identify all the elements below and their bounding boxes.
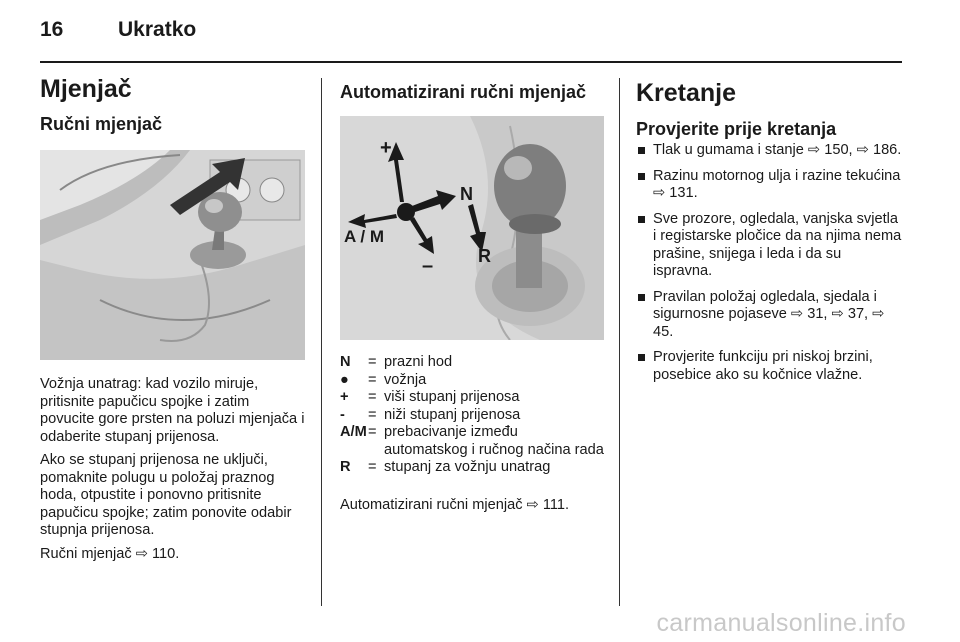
list-item-text: Sve prozore, ogledala, vanjska svjetla i registarske pločice da na njima nema prašine, snijega i leda i da su ispravna.	[653, 210, 902, 279]
watermark: carmanualsonline.info	[656, 609, 906, 637]
list-item-text: Razinu motornog ulja i razine tekućina ⇨ 131.	[653, 167, 901, 201]
legend-key: -	[340, 406, 345, 423]
header-rule	[40, 61, 902, 63]
diagram-label-r: R	[478, 246, 491, 266]
list-item	[636, 211, 904, 281]
legend-value: vožnja	[384, 371, 427, 388]
bullet-icon	[638, 354, 645, 361]
list-item-text: Tlak u gumama i stanje ⇨ 150, ⇨ 186.	[653, 142, 902, 158]
column-divider-2	[619, 78, 620, 606]
bullet-icon	[638, 294, 645, 301]
list-item	[636, 168, 904, 203]
subheading-automated-gearbox: Automatizirani ručni mjenjač	[340, 82, 587, 102]
list-item-text: Pravilan položaj ogledala, sjedala i sigurnosne pojaseve ⇨ 31, ⇨ 37, ⇨ 45.	[653, 288, 885, 340]
legend-key: +	[340, 389, 349, 405]
legend-key: R	[340, 459, 351, 475]
diagram-label-plus: +	[380, 137, 392, 159]
list-item-text: Provjerite funkciju pri niskoj brzini, posebice ako su kočnice vlažne.	[653, 349, 873, 383]
legend-row	[340, 389, 604, 407]
checklist	[636, 142, 904, 384]
running-title: Ukratko	[118, 18, 197, 41]
legend-equals: =	[368, 424, 377, 440]
legend-row	[340, 354, 604, 372]
manual-gearbox-reference[interactable]: Ručni mjenjač ⇨ 110.	[40, 545, 180, 562]
legend-equals: =	[368, 389, 377, 405]
legend-row	[340, 459, 604, 477]
bullet-icon	[638, 173, 645, 180]
column-divider-1	[321, 78, 322, 606]
reverse-gear-paragraph: Vožnja unatrag: kad vozilo miruje, pritisnite papučicu spojke i zatim povucite gore prsten na poluzi mjenjača i odaberite stupanj prijenosa.	[40, 376, 305, 445]
manual-gearbox-illustration	[40, 150, 305, 360]
legend-row	[340, 424, 604, 459]
right-column	[636, 72, 904, 392]
legend-row	[340, 407, 604, 425]
legend-value: stupanj za vožnju unatrag	[384, 459, 551, 475]
bullet-icon	[638, 216, 645, 223]
legend-equals: =	[368, 354, 377, 370]
legend-equals: =	[368, 459, 377, 475]
subheading-manual-gearbox: Ručni mjenjač	[40, 114, 163, 134]
gear-not-engaging-paragraph: Ako se stupanj prijenosa ne uključi, pomaknite polugu u položaj praznog hoda, otpustite i ponovno pritisnite papučicu spojke; zatim ponovite odabir stupnja prijenosa.	[40, 452, 292, 538]
page-number: 16	[40, 18, 64, 41]
gear-legend	[340, 354, 604, 477]
legend-value: viši stupanj prijenosa	[384, 389, 520, 405]
legend-equals: =	[368, 371, 377, 388]
legend-value: prebacivanje između automatskog i ručnog načina rada	[384, 424, 604, 458]
left-column	[40, 72, 305, 563]
middle-column	[340, 72, 604, 514]
legend-equals: =	[368, 406, 377, 423]
legend-value: niži stupanj prijenosa	[384, 406, 521, 423]
list-item	[636, 349, 904, 384]
bullet-icon	[638, 147, 645, 154]
legend-key: N	[340, 354, 351, 370]
section-heading-starting-off: Kretanje	[636, 79, 737, 107]
section-heading-gearbox: Mjenjač	[40, 75, 132, 103]
diagram-label-minus: –	[422, 255, 434, 277]
legend-row	[340, 372, 604, 390]
diagram-label-n: N	[460, 184, 473, 204]
list-item	[636, 289, 904, 342]
legend-key: ●	[340, 371, 349, 388]
diagram-label-am: A / M	[344, 227, 384, 246]
automated-gearbox-reference[interactable]: Automatizirani ručni mjenjač ⇨ 111.	[340, 496, 570, 513]
list-item	[636, 142, 904, 160]
automated-gearbox-illustration	[340, 116, 604, 340]
legend-value: prazni hod	[384, 354, 453, 370]
subheading-checks-before-driving: Provjerite prije kretanja	[636, 119, 837, 139]
legend-key: A/M	[340, 424, 367, 440]
